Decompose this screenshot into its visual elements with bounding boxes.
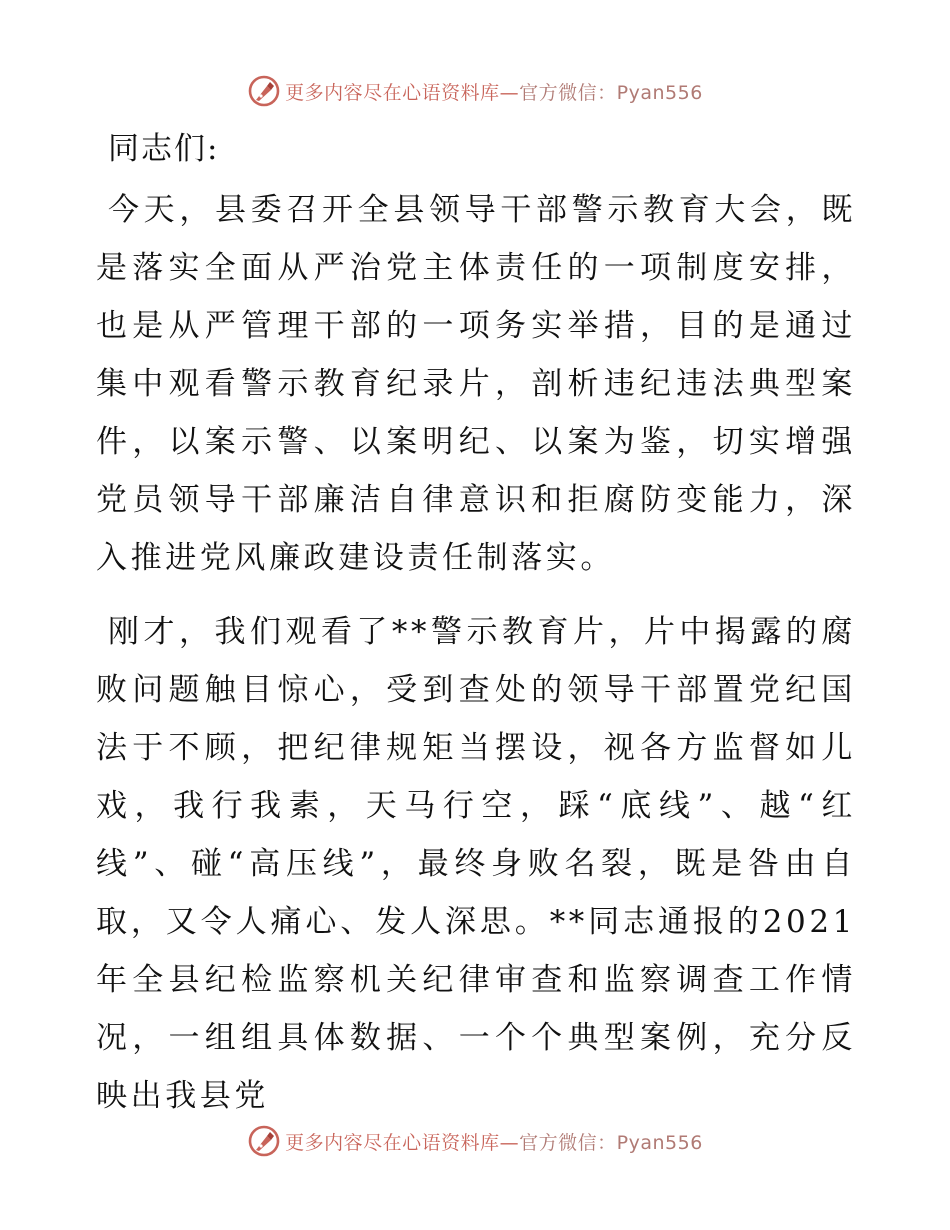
salutation: 同志们: [108,131,220,167]
paragraph-2: 刚才，我们观看了**警示教育片，片中揭露的腐败问题触目惊心，受到查处的领导干部置党纪国法于不顾，把纪律规矩当摆设，视各方监督如儿戏，我行我素，天马行空，踩“底线”、越“红线”、碰“高压线”，最终身败名裂，既是咎由自取，又令人痛心、发人深思。**同志通报的2021年全县纪检监察机关纪律审查和监察调查工作情况，一组组具体数据、一个个典型案例，充分反映出我县党 [96,614,856,1114]
watermark-wechat-text: 官方微信：Pyan556 [519,1131,703,1154]
watermark-dash: — [499,1131,520,1154]
watermark-dash: — [499,81,520,104]
document-body [96,122,856,1141]
watermark-text [285,78,703,105]
pen-nib-logo-icon [247,74,281,108]
watermark-main-text: 更多内容尽在心语资料库 [285,1131,500,1154]
watermark-wechat-text: 官方微信：Pyan556 [519,81,703,104]
watermark-main-text: 更多内容尽在心语资料库 [285,81,500,104]
footer-watermark [0,1121,950,1161]
paragraph-1: 今天，县委召开全县领导干部警示教育大会，既是落实全面从严治党主体责任的一项制度安排，也是从严管理干部的一项务实举措，目的是通过集中观看警示教育纪录片，剖析违纪违法典型案件，以案示警、以案明纪、以案为鉴，切实增强党员领导干部廉洁自律意识和拒腐防变能力，深入推进党风廉政建设责任制落实。 [96,192,856,576]
pen-nib-logo-icon [247,1124,281,1158]
watermark-text [285,1128,703,1155]
header-watermark [0,71,950,111]
